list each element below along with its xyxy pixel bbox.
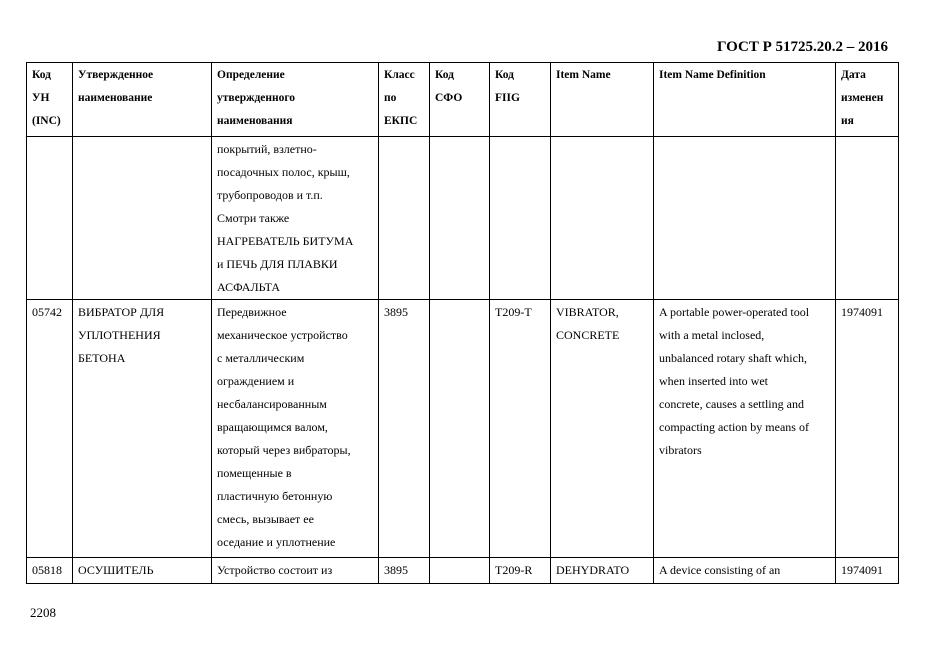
col-header-sfo-code: Код СФО	[430, 63, 490, 137]
table-row	[27, 558, 899, 584]
cell-date: 1974091	[836, 300, 899, 558]
table-row	[27, 137, 899, 300]
cell-name: ВИБРАТОР ДЛЯ УПЛОТНЕНИЯ БЕТОНА	[73, 300, 212, 558]
cell-class	[379, 137, 430, 300]
col-header-ekps-class: Класс по ЕКПС	[379, 63, 430, 137]
cell-definition: Передвижное механическое устройство с металлическим ограждением и несбалансированным вращающимся валом, который через вибраторы, помещенные в пластичную бетонную смесь, вызывает ее оседание и уплотнение	[212, 300, 379, 558]
cell-fiig: T209-R	[490, 558, 551, 584]
cell-fiig	[490, 137, 551, 300]
cell-code: 05742	[27, 300, 73, 558]
table-header-row	[27, 63, 899, 137]
cell-item-definition: A device consisting of an	[654, 558, 836, 584]
cell-code	[27, 137, 73, 300]
cell-class: 3895	[379, 300, 430, 558]
table-row	[27, 300, 899, 558]
col-header-approved-name: Утвержденное наименование	[73, 63, 212, 137]
cell-sfo	[430, 558, 490, 584]
col-header-item-name: Item Name	[551, 63, 654, 137]
cell-sfo	[430, 300, 490, 558]
page-number: 2208	[30, 605, 56, 620]
col-header-inc-code: Код УН (INC)	[27, 63, 73, 137]
cell-item-definition	[654, 137, 836, 300]
col-header-definition: Определение утвержденного наименования	[212, 63, 379, 137]
cell-definition: Устройство состоит из	[212, 558, 379, 584]
cell-date: 1974091	[836, 558, 899, 584]
cell-name: ОСУШИТЕЛЬ	[73, 558, 212, 584]
cell-fiig: T209-T	[490, 300, 551, 558]
cell-item-name	[551, 137, 654, 300]
col-header-change-date: Дата изменен ия	[836, 63, 899, 137]
cell-item-name: VIBRATOR, CONCRETE	[551, 300, 654, 558]
cell-name	[73, 137, 212, 300]
col-header-fiig-code: Код FIIG	[490, 63, 551, 137]
cell-date	[836, 137, 899, 300]
document-id: ГОСТ Р 51725.20.2 – 2016	[716, 39, 888, 55]
cell-sfo	[430, 137, 490, 300]
cell-item-definition: A portable power-operated tool with a metal inclosed, unbalanced rotary shaft which, when inserted into wet concrete, causes a settling and compacting action by means of vibrators	[654, 300, 836, 558]
cell-item-name: DEHYDRATO	[551, 558, 654, 584]
cell-class: 3895	[379, 558, 430, 584]
cell-code: 05818	[27, 558, 73, 584]
col-header-item-name-definition: Item Name Definition	[654, 63, 836, 137]
specification-table	[26, 62, 899, 584]
cell-definition: покрытий, взлетно- посадочных полос, крыш, трубопроводов и т.п. Смотри также НАГРЕВАТЕЛЬ БИТУМА и ПЕЧЬ ДЛЯ ПЛАВКИ АСФАЛЬТА	[212, 137, 379, 300]
